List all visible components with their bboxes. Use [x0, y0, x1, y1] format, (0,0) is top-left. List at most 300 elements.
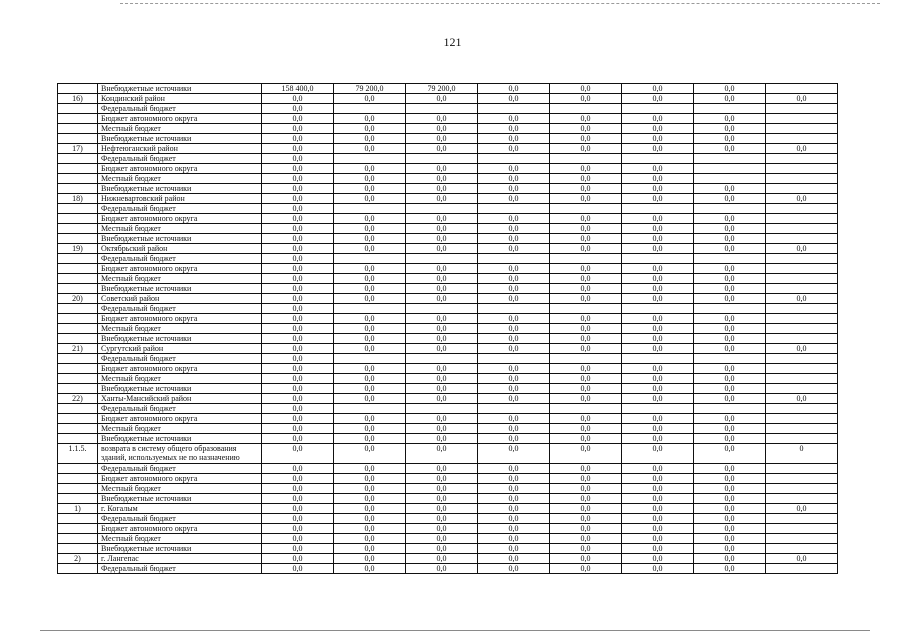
value-cell: 0,0	[406, 174, 478, 184]
value-cell: 0,0	[262, 304, 334, 314]
value-cell: 0,0	[550, 474, 622, 484]
table-row	[58, 134, 838, 144]
value-cell: 0,0	[334, 424, 406, 434]
value-cell: 0,0	[478, 314, 550, 324]
value-cell: 0,0	[694, 334, 766, 344]
value-cell	[334, 304, 406, 314]
row-label: Местный бюджет	[98, 374, 262, 384]
value-cell: 0,0	[262, 114, 334, 124]
value-cell: 0,0	[478, 164, 550, 174]
value-cell: 0,0	[622, 374, 694, 384]
value-cell: 0,0	[334, 124, 406, 134]
value-cell	[334, 154, 406, 164]
row-number	[58, 264, 98, 274]
table-row	[58, 384, 838, 394]
value-cell	[478, 104, 550, 114]
table-row	[58, 514, 838, 524]
value-cell: 0,0	[262, 474, 334, 484]
value-cell: 0,0	[406, 554, 478, 564]
value-cell	[766, 564, 838, 574]
value-cell: 0,0	[406, 234, 478, 244]
value-cell: 0,0	[262, 124, 334, 134]
value-cell: 0,0	[694, 424, 766, 434]
value-cell	[550, 254, 622, 264]
value-cell: 0,0	[622, 194, 694, 204]
value-cell: 0,0	[262, 334, 334, 344]
value-cell	[766, 544, 838, 554]
value-cell: 0,0	[406, 434, 478, 444]
value-cell: 0,0	[262, 554, 334, 564]
row-number	[58, 174, 98, 184]
value-cell: 0,0	[622, 554, 694, 564]
value-cell: 0,0	[262, 174, 334, 184]
value-cell	[694, 164, 766, 174]
value-cell: 0,0	[622, 564, 694, 574]
value-cell	[550, 404, 622, 414]
table-row	[58, 154, 838, 164]
value-cell: 0,0	[478, 274, 550, 284]
value-cell	[622, 204, 694, 214]
value-cell: 0,0	[478, 484, 550, 494]
value-cell: 0,0	[478, 394, 550, 404]
row-number: 20)	[58, 294, 98, 304]
value-cell	[766, 484, 838, 494]
value-cell: 0,0	[550, 234, 622, 244]
value-cell: 0,0	[262, 514, 334, 524]
value-cell: 0,0	[622, 124, 694, 134]
value-cell: 0,0	[406, 364, 478, 374]
row-number	[58, 184, 98, 194]
value-cell: 0,0	[694, 294, 766, 304]
table-row	[58, 204, 838, 214]
value-cell: 0,0	[766, 194, 838, 204]
row-number	[58, 414, 98, 424]
row-number	[58, 494, 98, 504]
value-cell: 0,0	[550, 274, 622, 284]
value-cell: 0,0	[550, 434, 622, 444]
value-cell: 0,0	[550, 294, 622, 304]
value-cell: 0,0	[478, 294, 550, 304]
value-cell: 0,0	[262, 134, 334, 144]
value-cell: 0,0	[334, 464, 406, 474]
value-cell: 0,0	[334, 444, 406, 464]
value-cell: 0,0	[550, 384, 622, 394]
row-number	[58, 534, 98, 544]
value-cell: 0,0	[406, 374, 478, 384]
value-cell: 0,0	[622, 474, 694, 484]
row-number: 16)	[58, 94, 98, 104]
value-cell: 0,0	[262, 344, 334, 354]
value-cell: 0,0	[622, 134, 694, 144]
value-cell: 0,0	[478, 464, 550, 474]
table-row	[58, 94, 838, 104]
value-cell: 0,0	[406, 124, 478, 134]
value-cell: 0,0	[478, 244, 550, 254]
table-row	[58, 84, 838, 94]
row-label: Местный бюджет	[98, 484, 262, 494]
value-cell: 0,0	[694, 494, 766, 504]
value-cell: 0,0	[622, 294, 694, 304]
value-cell: 0,0	[262, 504, 334, 514]
value-cell: 0,0	[550, 264, 622, 274]
value-cell: 0,0	[262, 564, 334, 574]
value-cell: 0,0	[334, 284, 406, 294]
value-cell: 0,0	[550, 214, 622, 224]
value-cell: 0,0	[694, 84, 766, 94]
row-label: г. Лангепас	[98, 554, 262, 564]
row-label: Федеральный бюджет	[98, 354, 262, 364]
row-number: 22)	[58, 394, 98, 404]
value-cell	[406, 404, 478, 414]
value-cell	[622, 154, 694, 164]
row-number	[58, 84, 98, 94]
value-cell: 0,0	[334, 544, 406, 554]
value-cell: 0,0	[550, 554, 622, 564]
value-cell	[766, 234, 838, 244]
value-cell: 0,0	[406, 274, 478, 284]
value-cell: 0,0	[478, 284, 550, 294]
page-number: 121	[443, 35, 462, 49]
value-cell: 0,0	[622, 224, 694, 234]
value-cell: 0,0	[334, 524, 406, 534]
value-cell: 0,0	[550, 124, 622, 134]
value-cell: 0,0	[478, 184, 550, 194]
value-cell: 0,0	[334, 224, 406, 234]
value-cell	[766, 514, 838, 524]
table-row	[58, 484, 838, 494]
value-cell: 0,0	[334, 484, 406, 494]
value-cell: 0,0	[334, 134, 406, 144]
scan-edge-bottom	[40, 630, 870, 631]
value-cell: 0,0	[622, 534, 694, 544]
value-cell	[622, 304, 694, 314]
value-cell: 0,0	[766, 344, 838, 354]
value-cell: 0,0	[550, 114, 622, 124]
row-number	[58, 254, 98, 264]
value-cell	[766, 474, 838, 484]
value-cell: 0,0	[478, 114, 550, 124]
value-cell: 0,0	[262, 404, 334, 414]
value-cell: 0,0	[622, 464, 694, 474]
row-label: Федеральный бюджет	[98, 154, 262, 164]
value-cell: 0,0	[478, 504, 550, 514]
value-cell: 0,0	[478, 344, 550, 354]
value-cell: 0,0	[766, 394, 838, 404]
value-cell	[766, 184, 838, 194]
value-cell: 0,0	[622, 234, 694, 244]
row-number: 1.1.5.	[58, 444, 98, 464]
value-cell: 0,0	[406, 244, 478, 254]
value-cell: 0,0	[694, 234, 766, 244]
table-row	[58, 104, 838, 114]
value-cell: 0,0	[694, 474, 766, 484]
value-cell: 0,0	[694, 144, 766, 154]
value-cell: 0,0	[334, 194, 406, 204]
value-cell: 0,0	[694, 514, 766, 524]
value-cell: 0,0	[262, 544, 334, 554]
table-row	[58, 364, 838, 374]
value-cell	[766, 224, 838, 234]
row-label: Федеральный бюджет	[98, 254, 262, 264]
value-cell: 0,0	[550, 534, 622, 544]
value-cell: 0,0	[550, 324, 622, 334]
value-cell: 0,0	[334, 434, 406, 444]
value-cell: 0,0	[622, 144, 694, 154]
value-cell	[766, 114, 838, 124]
value-cell: 0,0	[550, 314, 622, 324]
row-label: Местный бюджет	[98, 124, 262, 134]
value-cell	[766, 424, 838, 434]
table-row	[58, 554, 838, 564]
table-row	[58, 544, 838, 554]
value-cell: 0,0	[478, 214, 550, 224]
value-cell: 0,0	[262, 294, 334, 304]
row-label: Внебюджетные источники	[98, 284, 262, 294]
table-row	[58, 534, 838, 544]
value-cell: 0,0	[334, 384, 406, 394]
value-cell: 0,0	[406, 284, 478, 294]
value-cell: 0,0	[334, 274, 406, 284]
value-cell: 0,0	[334, 374, 406, 384]
table-row	[58, 394, 838, 404]
table-row	[58, 524, 838, 534]
value-cell: 0,0	[478, 414, 550, 424]
value-cell: 0,0	[622, 504, 694, 514]
row-number	[58, 314, 98, 324]
value-cell: 0,0	[262, 224, 334, 234]
value-cell: 0,0	[550, 544, 622, 554]
value-cell: 0,0	[262, 374, 334, 384]
row-label: Бюджет автономного округа	[98, 474, 262, 484]
value-cell: 0,0	[550, 194, 622, 204]
value-cell: 0,0	[262, 464, 334, 474]
value-cell: 0,0	[262, 154, 334, 164]
value-cell: 0,0	[550, 344, 622, 354]
value-cell: 0,0	[478, 234, 550, 244]
value-cell: 0,0	[406, 464, 478, 474]
value-cell	[766, 374, 838, 384]
value-cell: 0,0	[406, 524, 478, 534]
row-label: Федеральный бюджет	[98, 204, 262, 214]
value-cell: 0,0	[478, 564, 550, 574]
value-cell	[766, 324, 838, 334]
value-cell: 0,0	[262, 484, 334, 494]
value-cell: 0,0	[766, 294, 838, 304]
value-cell: 0,0	[622, 514, 694, 524]
value-cell: 0,0	[406, 504, 478, 514]
value-cell: 0,0	[262, 424, 334, 434]
row-number	[58, 514, 98, 524]
value-cell: 0,0	[406, 414, 478, 424]
row-number	[58, 404, 98, 414]
row-number: 18)	[58, 194, 98, 204]
row-number: 1)	[58, 504, 98, 514]
value-cell: 0,0	[478, 144, 550, 154]
value-cell: 0,0	[334, 514, 406, 524]
value-cell: 0,0	[622, 384, 694, 394]
value-cell: 0,0	[262, 524, 334, 534]
row-number	[58, 324, 98, 334]
scan-edge-top	[120, 3, 880, 4]
table-row	[58, 414, 838, 424]
value-cell	[406, 304, 478, 314]
value-cell: 0,0	[478, 534, 550, 544]
value-cell: 0,0	[694, 524, 766, 534]
table-row	[58, 124, 838, 134]
value-cell	[622, 354, 694, 364]
value-cell: 0,0	[262, 444, 334, 464]
value-cell: 0,0	[694, 314, 766, 324]
value-cell: 0,0	[550, 394, 622, 404]
value-cell: 0,0	[478, 444, 550, 464]
value-cell: 0,0	[694, 264, 766, 274]
row-number	[58, 104, 98, 114]
value-cell: 0,0	[262, 274, 334, 284]
value-cell: 0,0	[478, 494, 550, 504]
value-cell: 0,0	[550, 564, 622, 574]
value-cell: 0,0	[334, 114, 406, 124]
value-cell: 0,0	[694, 214, 766, 224]
budget-table-body	[58, 84, 838, 574]
value-cell: 0,0	[262, 204, 334, 214]
value-cell	[334, 354, 406, 364]
value-cell: 0,0	[550, 334, 622, 344]
row-number: 17)	[58, 144, 98, 154]
row-number	[58, 424, 98, 434]
value-cell	[766, 174, 838, 184]
value-cell: 0,0	[262, 184, 334, 194]
value-cell: 0,0	[334, 174, 406, 184]
table-row	[58, 174, 838, 184]
value-cell: 0,0	[550, 514, 622, 524]
value-cell	[622, 404, 694, 414]
value-cell	[766, 494, 838, 504]
value-cell: 0,0	[334, 234, 406, 244]
value-cell	[406, 254, 478, 264]
value-cell: 0,0	[262, 434, 334, 444]
value-cell: 0,0	[694, 434, 766, 444]
row-number	[58, 544, 98, 554]
value-cell: 0,0	[334, 244, 406, 254]
value-cell	[766, 204, 838, 214]
value-cell: 0,0	[766, 554, 838, 564]
value-cell: 0,0	[478, 364, 550, 374]
value-cell: 0,0	[550, 134, 622, 144]
value-cell: 0,0	[406, 114, 478, 124]
value-cell: 0,0	[622, 284, 694, 294]
table-row	[58, 374, 838, 384]
row-number	[58, 154, 98, 164]
value-cell: 0,0	[334, 344, 406, 354]
value-cell: 0,0	[406, 324, 478, 334]
value-cell: 0,0	[622, 484, 694, 494]
value-cell: 0,0	[406, 264, 478, 274]
value-cell: 0,0	[334, 184, 406, 194]
value-cell: 0,0	[622, 264, 694, 274]
value-cell: 0,0	[694, 284, 766, 294]
row-number	[58, 284, 98, 294]
value-cell: 0,0	[622, 414, 694, 424]
value-cell: 0,0	[766, 144, 838, 154]
value-cell	[334, 254, 406, 264]
table-row	[58, 114, 838, 124]
value-cell: 0,0	[478, 124, 550, 134]
value-cell: 0,0	[406, 184, 478, 194]
value-cell: 0,0	[622, 94, 694, 104]
value-cell: 0,0	[550, 174, 622, 184]
row-label: Нижневартовский район	[98, 194, 262, 204]
value-cell: 0,0	[622, 274, 694, 284]
row-label: Местный бюджет	[98, 224, 262, 234]
value-cell: 0,0	[262, 94, 334, 104]
value-cell: 0,0	[406, 164, 478, 174]
value-cell: 0,0	[262, 494, 334, 504]
value-cell: 0,0	[550, 284, 622, 294]
table-row	[58, 264, 838, 274]
value-cell	[766, 274, 838, 284]
row-label: возврата в систему общего образования зданий, используемых не по назначению	[98, 444, 262, 464]
row-label: Сургутский район	[98, 344, 262, 354]
table-row	[58, 464, 838, 474]
value-cell: 0,0	[262, 254, 334, 264]
value-cell	[694, 404, 766, 414]
value-cell: 0,0	[766, 244, 838, 254]
value-cell: 0,0	[766, 94, 838, 104]
value-cell: 0,0	[262, 194, 334, 204]
value-cell: 0,0	[550, 84, 622, 94]
value-cell: 0,0	[550, 424, 622, 434]
row-label: Местный бюджет	[98, 534, 262, 544]
value-cell: 0,0	[694, 374, 766, 384]
value-cell: 0,0	[622, 314, 694, 324]
value-cell: 0,0	[694, 444, 766, 464]
value-cell: 0,0	[478, 374, 550, 384]
row-number	[58, 434, 98, 444]
value-cell: 0,0	[550, 504, 622, 514]
value-cell: 0,0	[406, 394, 478, 404]
value-cell: 0,0	[694, 484, 766, 494]
value-cell	[478, 204, 550, 214]
value-cell: 0,0	[406, 134, 478, 144]
value-cell: 0,0	[334, 334, 406, 344]
value-cell	[478, 154, 550, 164]
value-cell: 0,0	[622, 334, 694, 344]
value-cell: 0,0	[334, 314, 406, 324]
value-cell: 0,0	[694, 224, 766, 234]
row-number	[58, 214, 98, 224]
value-cell	[406, 104, 478, 114]
value-cell: 0,0	[334, 504, 406, 514]
row-label: Федеральный бюджет	[98, 404, 262, 414]
row-label: Кондинский район	[98, 94, 262, 104]
value-cell: 0,0	[406, 224, 478, 234]
row-number	[58, 484, 98, 494]
value-cell	[694, 104, 766, 114]
value-cell: 0,0	[478, 264, 550, 274]
value-cell	[766, 154, 838, 164]
value-cell: 0,0	[550, 464, 622, 474]
table-row	[58, 334, 838, 344]
value-cell	[766, 524, 838, 534]
value-cell	[766, 164, 838, 174]
value-cell	[766, 364, 838, 374]
row-number	[58, 524, 98, 534]
value-cell	[694, 204, 766, 214]
row-number	[58, 134, 98, 144]
value-cell: 158 400,0	[262, 84, 334, 94]
table-row	[58, 304, 838, 314]
table-row	[58, 354, 838, 364]
